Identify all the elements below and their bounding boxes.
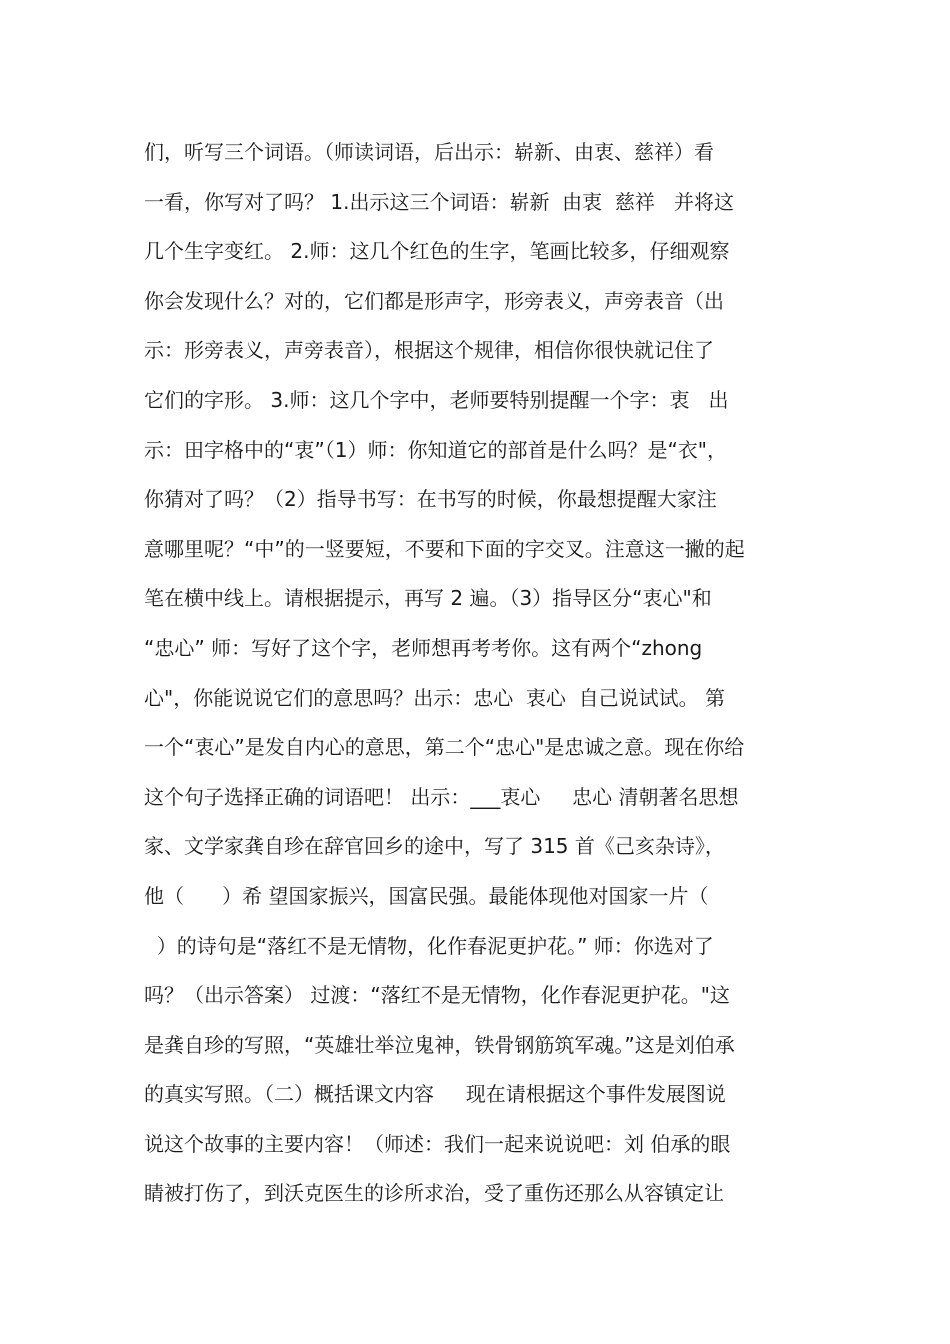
text-line: 笔在横中线上。请根据提示，再写 2 遍。（3）指导区分“衷心"和 [144,586,712,611]
text-line: 你会发现什么？对的，它们都是形声字，形旁表义，声旁表音（出 [144,288,724,313]
text-line: 示：形旁表义，声旁表音），根据这个规律，相信你很快就记住了 [144,338,714,363]
text-line: 这个句子选择正确的词语吧！ 出示：___衷心 忠心 清朝著名思想 [144,784,739,809]
text-line: 几个生字变红。 2.师：这几个红色的生字，笔画比较多，仔细观察 [144,239,730,264]
text-line: 心"，你能说说它们的意思吗？出示：忠心 衷心 自己说试试。 第 [144,685,725,710]
text-line: 一看，你写对了吗？ 1.出示这三个词语：崭新 由衷 慈祥 并将这 [144,189,734,214]
text-line: 睛被打伤了，到沃克医生的诊所求治，受了重伤还那么从容镇定让 [144,1181,724,1206]
text-line: 你猜对了吗？（2）指导书写：在书写的时候，你最想提醒大家注 [144,487,717,512]
body-text [144,128,814,1219]
text-line: “忠心” 师：写好了这个字，老师想再考考你。这有两个“zhong [144,635,703,660]
text-line: 吗？（出示答案） 过渡：“落红不是无情物，化作春泥更护花。"这 [144,983,730,1008]
text-line: 一个“衷心”是发自内心的意思，第二个“忠心"是忠诚之意。现在你给 [144,735,745,760]
text-line: 示：田字格中的“衷”（1）师：你知道它的部首是什么吗？是“衣"， [144,437,728,462]
text-line: 们，听写三个词语。（师读词语，后出示：崭新、由衷、慈祥）看 [144,140,714,164]
text-line: 说这个故事的主要内容！（师述：我们一起来说说吧：刘 伯承的眼 [144,1131,731,1156]
text-line: 意哪里呢？“中”的一竖要短，不要和下面的字交叉。注意这一撇的起 [144,536,745,561]
text-line: 家、文学家龚自珍在辞官回乡的途中，写了 315 首《己亥杂诗》， [144,834,725,859]
text-line: 他（ ）希 望国家振兴，国富民强。最能体现他对国家一片（ [144,883,709,908]
text-line: ）的诗句是“落红不是无情物，化作春泥更护花。” 师：你选对了 [144,933,714,958]
text-line: 它们的字形。 3.师：这几个字中，老师要特别提醒一个字：衷 出 [144,387,729,412]
text-line: 是龚自珍的写照，“英雄壮举泣鬼神，铁骨钢筋筑军魂。”这是刘伯承 [144,1032,735,1057]
text-line: 的真实写照。（二）概括课文内容 现在请根据这个事件发展图说 [144,1082,726,1107]
